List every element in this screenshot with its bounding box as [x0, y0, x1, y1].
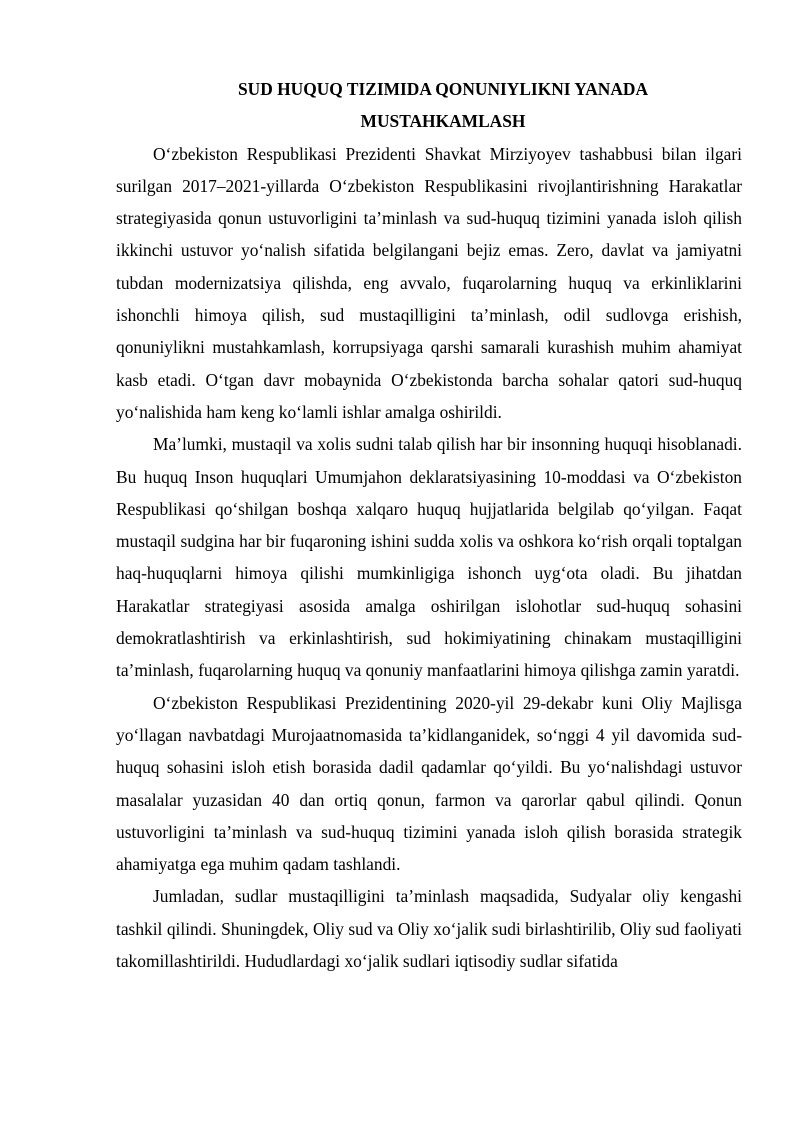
- title-line-1: SUD HUQUQ TIZIMIDA QONUNIYLIKNI YANADA: [237, 79, 649, 99]
- paragraph: O‘zbekiston Respublikasi Prezidentining 2020-yil 29-dekabr kuni Oliy Majlisga yo‘llagan navbatdagi Murojaatnomasida ta’kidlanganidek, so‘nggi 4 yil davomida sud-huquq sohasini isloh etish borasida dadil qadamlar qo‘yildi. Bu yo‘nalishdagi ustuvor masalalar yuzasidan 40 dan ortiq qonun, farmon va qarorlar qabul qilindi. Qonun ustuvorligini ta’minlash va sud-huquq tizimini yanada isloh qilish borasida strategik ahamiyatga ega muhim qadam tashlandi.: [116, 692, 742, 875]
- paragraph: Ma’lumki, mustaqil va xolis sudni talab qilish har bir insonning huquqi hisoblanadi. Bu huquq Inson huquqlari Umumjahon deklaratsiyasining 10-moddasi va O‘zbekiston Respublikasi qo‘shilgan boshqa xalqaro huquq hujjatlarida belgilab qo‘yilgan. Faqat mustaqil sudgina har bir fuqaroning ishini sudda xolis va oshkora ko‘rish orqali toptalgan haq-huquqlarni himoya qilishi mumkinligiga ishonch uyg‘ota oladi. Bu jihatdan Harakatlar strategiyasi asosida amalga oshirilgan islohotlar sud-huquq sohasini demokratlashtirish va erkinlashtirish, sud hokimiyatining chinakam mustaqilligini ta’minlash, fuqarolarning huquq va qonuniy manfaatlarini himoya qilishga zamin yaratdi.: [116, 434, 742, 681]
- document-body: [116, 73, 742, 977]
- document-title: [116, 73, 742, 138]
- paragraph: O‘zbekiston Respublikasi Prezidenti Shavkat Mirziyoyev tashabbusi bilan ilgari surilgan 2017–2021-yillarda O‘zbekiston Respublikasini rivojlantirishning Harakatlar strategiyasida qonun ustuvorligini ta’minlash va sud-huquq tizimini yanada isloh qilish ikkinchi ustuvor yo‘nalish sifatida belgilangani bejiz emas. Zero, davlat va jamiyatni tubdan modernizatsiya qilishda, eng avvalo, fuqarolarning huquq va erkinliklarini ishonchli himoya qilish, sud mustaqilligini ta’minlash, odil sudlovga erishish, qonuniylikni mustahkamlash, korrupsiyaga qarshi samarali kurashish muhim ahamiyat kasb etadi. O‘tgan davr mobaynida O‘zbekistonda barcha sohalar qatori sud-huquq yo‘nalishida ham keng ko‘lamli ishlar amalga oshirildi.: [116, 143, 742, 422]
- title-line-2: MUSTAHKAMLASH: [360, 111, 526, 132]
- paragraph: Jumladan, sudlar mustaqilligini ta’minlash maqsadida, Sudyalar oliy kengashi tashkil qilindi. Shuningdek, Oliy sud va Oliy xo‘jalik sudi birlashtirilib, Oliy sud faoliyati takomillashtirildi. Hududlardagi xo‘jalik sudlari iqtisodiy sudlar sifatida: [116, 886, 742, 972]
